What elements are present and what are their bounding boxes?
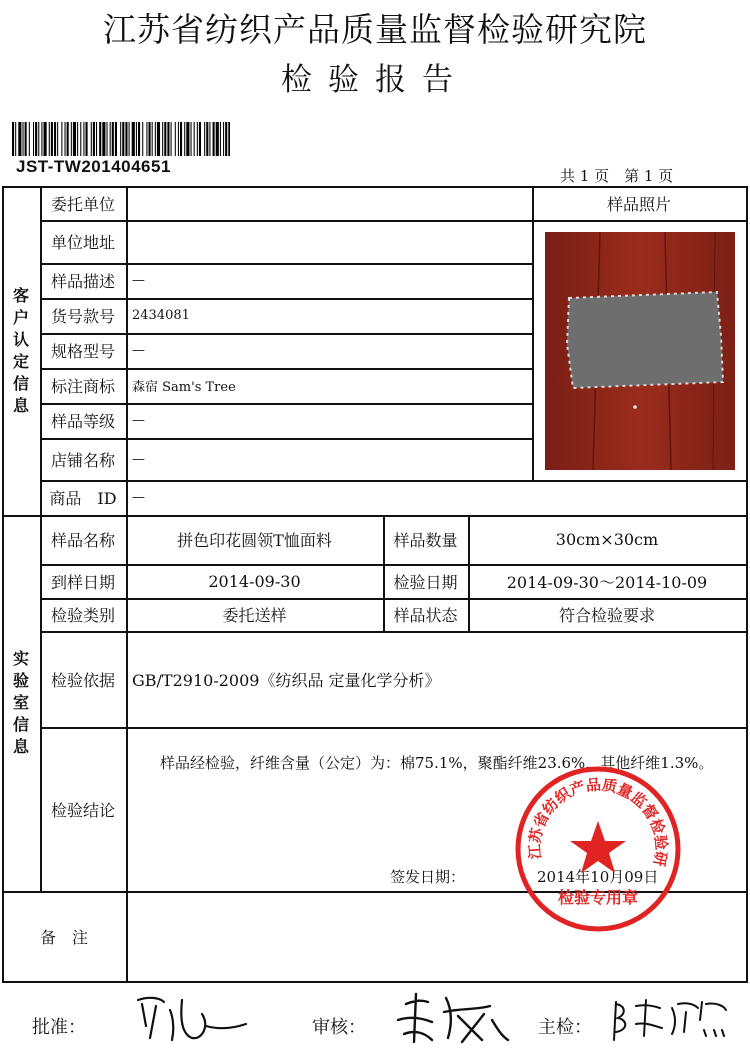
test-date-label: 检验日期: [393, 572, 458, 592]
client-section-label-char: 认: [12, 329, 29, 349]
sample-name-label: 样品名称: [50, 531, 115, 550]
review-signature: [392, 990, 512, 1048]
official-seal: [512, 763, 684, 935]
client-field-label: 商品 ID: [49, 489, 117, 508]
client-section-label: [2, 186, 40, 515]
conclusion-text: 样品经检验，纤维含量（公定）为：棉75.1%，聚酯纤维23.6%，其他纤维1.3%。: [160, 754, 714, 772]
client-field-value: —: [132, 490, 145, 505]
remarks-label: 备 注: [39, 927, 88, 947]
client-field-value: [126, 220, 532, 263]
lab-section-label-char: 验: [12, 671, 29, 690]
category-value: 委托送样: [222, 606, 287, 625]
arrival-date-value: 2014-09-30: [208, 571, 301, 591]
institute-title: 江苏省纺织产品质量监督检验研究院: [103, 10, 647, 49]
category-label: 检验类别: [50, 606, 115, 625]
lab-section-label-char: 室: [12, 693, 29, 712]
client-section-label-char: 定: [12, 351, 29, 371]
client-field-label: 店铺名称: [50, 450, 115, 470]
client-field-value: [126, 186, 532, 220]
basis-value: GB/T2910-2009《纺织品 定量化学分析》: [132, 670, 441, 690]
report-id: JST-TW201404651: [16, 157, 171, 176]
lab-section-label: [2, 515, 40, 891]
sample-photo: [545, 232, 735, 470]
client-field-label: 标注商标: [50, 377, 115, 396]
test-date-value: 2014-09-30～2014-10-09: [506, 572, 708, 592]
conclusion-label: 检验结论: [50, 800, 115, 820]
client-section-label-char: 户: [12, 307, 29, 327]
status-value: 符合检验要求: [558, 606, 655, 625]
basis-label: 检验依据: [50, 670, 115, 690]
main-inspector-signature: [606, 990, 736, 1045]
client-field-value: —: [132, 273, 145, 288]
approve-signature: [130, 990, 250, 1045]
lab-section-label-char: 息: [12, 737, 29, 756]
status-label: 样品状态: [393, 606, 458, 625]
client-section-label-char: 客: [12, 285, 29, 305]
client-field-value: 2434081: [132, 308, 190, 323]
client-field-value: —: [132, 451, 145, 467]
client-field-label: 样品描述: [50, 272, 115, 291]
client-field-value: —: [132, 343, 145, 358]
client-field-label: 样品等级: [50, 412, 115, 431]
client-field-label: 委托单位: [50, 194, 115, 214]
photo-header: 样品照片: [606, 194, 671, 214]
sample-name-value: 拼色印花圆领T恤面料: [177, 531, 332, 550]
approve-label: 批准：: [32, 1017, 86, 1038]
client-field-label: 单位地址: [50, 233, 115, 252]
sample-qty-label: 样品数量: [393, 531, 458, 550]
review-label: 审核：: [312, 1017, 366, 1038]
client-section-label-char: 信: [12, 373, 29, 393]
svg-text:检验专用章: 检验专用章: [557, 888, 639, 907]
client-field-value: —: [132, 413, 145, 428]
arrival-date-label: 到样日期: [50, 572, 115, 592]
page-info: 共 1 页 第 1 页: [560, 167, 674, 185]
issue-date-label: 签发日期：: [390, 868, 466, 886]
barcode: [12, 122, 230, 156]
lab-section-label-char: 实: [12, 649, 29, 668]
sample-qty-value: 30cm×30cm: [555, 530, 659, 549]
client-field-value: 森宿 Sam's Tree: [132, 380, 236, 395]
client-section-label-char: 息: [12, 395, 29, 415]
client-field-label: 货号款号: [50, 307, 115, 326]
main-inspector-label: 主检：: [538, 1017, 592, 1038]
svg-text:江苏省纺织产品质量监督检验研究院: 江苏省纺织产品质量监督检验研: [525, 775, 671, 868]
issue-date-value: 2014年10月09日: [537, 868, 659, 886]
report-title: 检验报告: [281, 62, 469, 98]
lab-section-label-char: 信: [12, 715, 29, 734]
client-field-label: 规格型号: [50, 342, 115, 361]
